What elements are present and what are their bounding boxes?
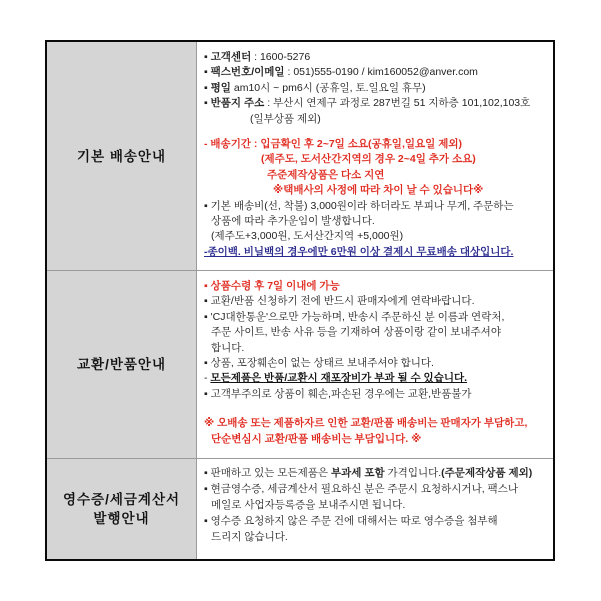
text-segment: ※택배사의 사정에 따라 차이 날 수 있습니다※ [273, 184, 484, 197]
text-line [204, 310, 549, 325]
spacer [204, 402, 549, 416]
text-segment: 주준제작상품은 다소 지연 [267, 168, 385, 181]
text-line [204, 387, 549, 402]
text-line [204, 214, 549, 229]
row-label-line: 발행안내 [93, 511, 150, 526]
text-segment: 단순변심시 교환/판품 배송비는 부담입니다. ※ [211, 432, 422, 445]
text-segment: ▪ 현금영수증, 세금계산서 필요하신 분은 주문시 요청하시거나, 팩스나 [204, 483, 518, 495]
text-segment: ▪ 영수증 요청하지 않은 주문 건에 대해서는 따로 영수증을 첨부해 [204, 515, 498, 527]
shipping-info-table [45, 40, 555, 561]
text-segment: - 배송기간 : 입금확인 후 2~7일 소요(공휴일,일요일 제외) [204, 138, 462, 151]
text-segment: : 부산시 연제구 과정로 287번길 51 지하층 101,102,103호 [264, 97, 531, 110]
text-line [204, 112, 549, 127]
text-line [204, 96, 549, 111]
text-line [204, 416, 549, 431]
text-segment: 메일로 사업자등록증을 보내주시면 됩니다. [211, 499, 406, 511]
text-segment: ▪ 교환/반품 신청하기 전에 반드시 판매자에게 연락바랍니다. [204, 295, 475, 308]
text-segment: : 1600-5276 [251, 51, 311, 63]
text-line [204, 371, 549, 386]
text-line [204, 81, 549, 96]
row-content-basic-shipping [197, 42, 553, 270]
text-segment: ▪ 판매하고 있는 모든제품은 [204, 467, 331, 479]
text-line [204, 356, 549, 371]
table-row-receipt-taxinvoice [47, 458, 553, 559]
text-segment: 고객센터 [210, 51, 252, 63]
text-segment: ※ 오배송 또는 제품하자르 인한 교환/판품 배송비는 판매자가 부담하고, [204, 417, 528, 430]
text-segment: ▪ [204, 66, 211, 79]
text-line [204, 465, 549, 481]
text-line [204, 199, 549, 214]
text-segment: ▪ 'CJ대한통운'으로만 가능하며, 반송시 주문하신 분 이름과 연락처, [204, 310, 505, 323]
text-line [204, 279, 549, 294]
text-line [204, 168, 549, 183]
text-line [204, 325, 549, 340]
text-segment: 상품에 따라 추가운임이 발생합니다. [211, 215, 375, 228]
row-label-line: 영수증/세금계산서 [62, 492, 181, 507]
row-content-receipt-taxinvoice [197, 459, 553, 559]
text-segment: 드리지 않습니다. [211, 531, 288, 543]
text-segment: 주문 사이트, 반송 사유 등을 기재하여 상품이랑 같이 보내주셔야 [211, 326, 501, 339]
table-row-basic-shipping [47, 42, 553, 270]
text-segment: ▪ [204, 81, 211, 94]
text-segment: : 051)555-0190 / kim160052@anver.com [284, 66, 478, 79]
text-segment: 반품지 주소 [210, 97, 265, 110]
row-content-exchange-return [197, 271, 553, 458]
text-line [204, 529, 549, 545]
text-line [204, 50, 549, 65]
text-segment: 평일 [210, 81, 231, 94]
text-line [204, 294, 549, 309]
text-segment: am10시 ~ pm6시 (공휴일, 토.일요일 휴무) [230, 81, 426, 94]
spacer [204, 127, 549, 137]
text-segment: ▪ 상품, 포장훼손이 없는 상태르 보내주셔야 합니다. [204, 357, 434, 370]
text-line [204, 65, 549, 80]
text-line [204, 229, 549, 244]
text-line [204, 481, 549, 497]
text-segment: 팩스번호/이메일 [210, 66, 285, 79]
text-segment: ▪ [204, 51, 211, 63]
row-label-line: 기본 배송안내 [77, 148, 166, 164]
text-segment: ▪ [204, 97, 211, 110]
text-line [204, 432, 549, 447]
text-segment: ▪ 고객부주의로 상품이 훼손,파손된 경우에는 교환,반품불가 [204, 387, 472, 400]
text-segment: -종이백. 비닐백의 경우에만 6만원 이상 결제시 무료배송 대상입니다. [204, 245, 514, 258]
text-segment: ▪ 상품수령 후 7일 이내에 가능 [204, 280, 340, 292]
text-line [204, 245, 549, 260]
text-line [204, 341, 549, 356]
text-segment: (주문제작상품 제외) [441, 467, 533, 479]
row-label-line: 교환/반품안내 [77, 357, 166, 372]
text-segment: (일부상품 제외) [250, 112, 321, 125]
table-row-exchange-return [47, 270, 553, 458]
row-label-exchange-return [47, 271, 197, 458]
text-segment: 모든제품은 반품/교환시 재포장비가 부과 될 수 있습니다. [210, 372, 468, 385]
text-line [204, 152, 549, 167]
row-label-receipt-taxinvoice [47, 459, 197, 559]
text-segment: ▪ 기본 배송비(선, 착불) 3,000원이라 하더라도 부피나 무게, 주문하는 [204, 199, 514, 212]
text-line [204, 497, 549, 513]
text-segment: (제주도+3,000원, 도서산간지역 +5,000원) [211, 230, 404, 243]
text-segment: 가격입니다. [384, 467, 442, 479]
text-segment: - [204, 372, 211, 385]
text-line [204, 513, 549, 529]
text-segment: (제주도, 도서산간지역의 경우 2~4일 추가 소요) [261, 153, 476, 166]
row-label-basic-shipping [47, 42, 197, 270]
text-segment: 부과세 포함 [330, 467, 385, 479]
text-segment: 합니다. [211, 341, 245, 354]
text-line [204, 183, 549, 198]
text-line [204, 137, 549, 152]
